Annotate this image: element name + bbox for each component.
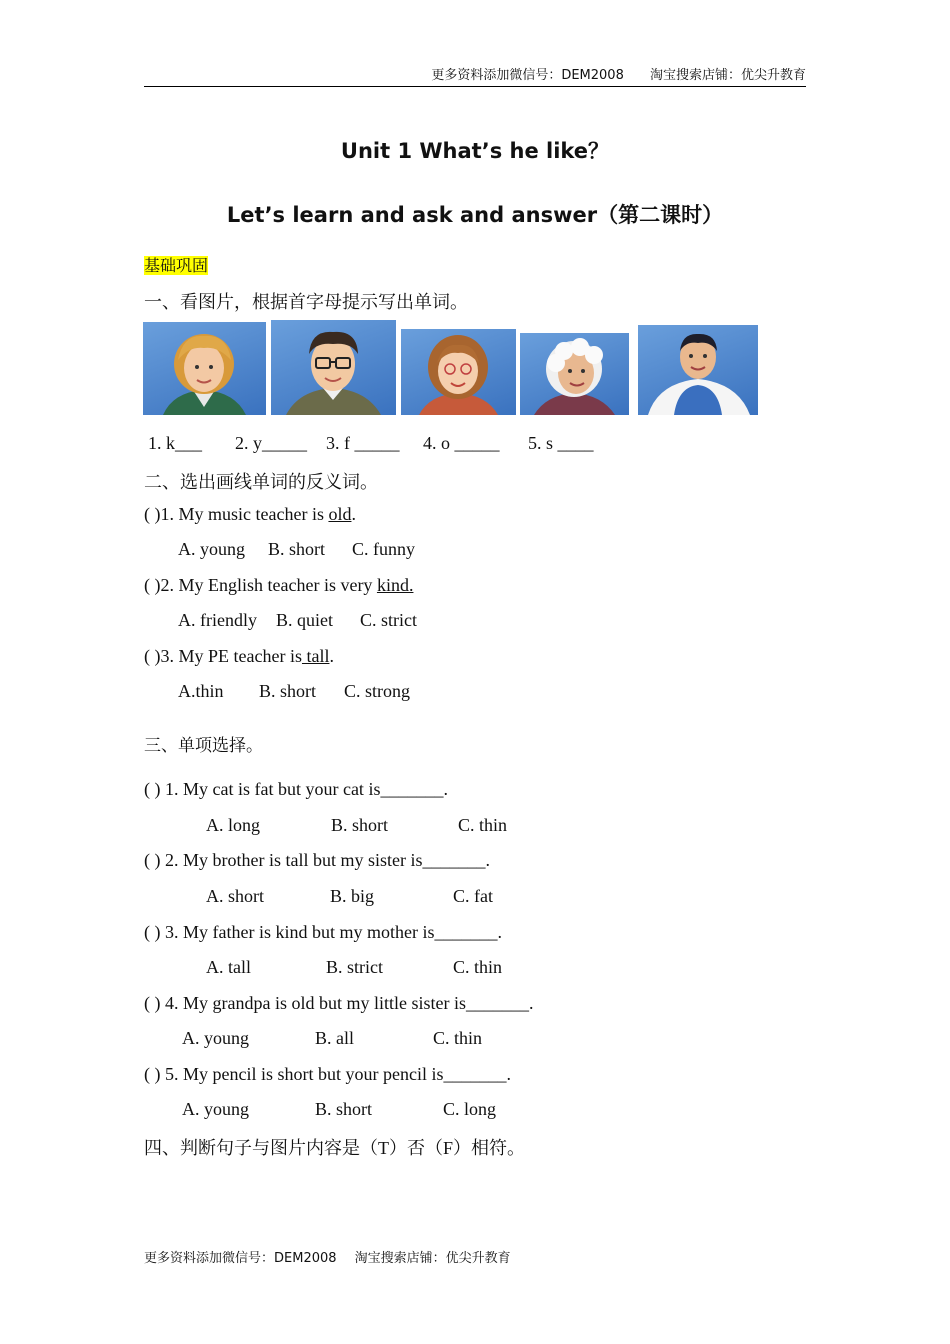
- part3-question-2: ( ) 2. My brother is tall but my sister is_______.: [144, 850, 490, 870]
- underlined-word: tall: [301, 646, 330, 666]
- question-suffix: .: [351, 504, 356, 524]
- option-c[interactable]: C. strong: [344, 681, 411, 701]
- part2-question-2: [144, 575, 413, 596]
- blank-4[interactable]: 4. o _____: [423, 433, 500, 453]
- portrait-young-man-glasses: [271, 320, 396, 415]
- option-a[interactable]: A. tall: [206, 957, 251, 977]
- page-header: [144, 64, 806, 87]
- option-c[interactable]: C. strict: [360, 610, 417, 630]
- question-text: ( )1. My music teacher is: [144, 504, 329, 524]
- option-c[interactable]: C. funny: [352, 539, 415, 559]
- lesson-title: Let’s learn and ask and answer（第二课时）: [226, 203, 724, 227]
- part3-question-4: ( ) 4. My grandpa is old but my little sister is_______.: [144, 993, 534, 1013]
- option-b[interactable]: B. short: [259, 681, 317, 701]
- option-a[interactable]: A. long: [206, 815, 260, 835]
- option-b[interactable]: B. short: [315, 1099, 373, 1119]
- question-text: ( )3. My PE teacher is: [144, 646, 302, 666]
- option-c[interactable]: C. long: [443, 1099, 497, 1119]
- portrait-strong-man: [638, 325, 758, 415]
- question-suffix: .: [329, 646, 334, 666]
- footer-shop: 淘宝搜索店铺：优尖升教育: [354, 1251, 511, 1266]
- unit-title: Unit 1 What’s he like？: [340, 139, 610, 163]
- part3-question-3: ( ) 3. My father is kind but my mother is_______.: [144, 922, 502, 942]
- question-text: ( )2. My English teacher is very: [144, 575, 377, 595]
- option-b[interactable]: B. big: [330, 886, 375, 906]
- option-b[interactable]: B. short: [331, 815, 389, 835]
- option-a[interactable]: A. friendly: [178, 610, 257, 630]
- portrait-funny-woman: [401, 329, 516, 415]
- part3-instruction: 三、单项选择。: [144, 736, 263, 756]
- underlined-word: old: [328, 504, 352, 524]
- underlined-word: kind.: [376, 575, 414, 595]
- footer-wechat: 更多资料添加微信号：DEM2008: [144, 1251, 337, 1266]
- option-a[interactable]: A. short: [206, 886, 264, 906]
- option-b[interactable]: B. short: [268, 539, 326, 559]
- blank-1[interactable]: 1. k___: [148, 433, 202, 453]
- option-c[interactable]: C. thin: [453, 957, 503, 977]
- option-b[interactable]: B. quiet: [276, 610, 333, 630]
- part2-instruction: 二、选出画线单词的反义词。: [144, 472, 378, 492]
- part1-instruction: 一、看图片，根据首字母提示写出单词。: [144, 292, 468, 312]
- part4-instruction: 四、判断句子与图片内容是（T）否（F）相符。: [144, 1138, 526, 1158]
- part3-question-1: ( ) 1. My cat is fat but your cat is_______.: [144, 779, 448, 799]
- portrait-kind-woman: [143, 322, 266, 415]
- option-a[interactable]: A. young: [182, 1028, 249, 1048]
- option-c[interactable]: C. fat: [453, 886, 493, 906]
- option-b[interactable]: B. strict: [326, 957, 383, 977]
- option-c[interactable]: C. thin: [433, 1028, 483, 1048]
- blank-2[interactable]: 2. y_____: [235, 433, 307, 453]
- section-label-text: 基础巩固: [144, 256, 209, 275]
- page-footer: [144, 1247, 525, 1266]
- portrait-old-woman: [520, 333, 629, 415]
- section-label: [144, 253, 208, 276]
- option-b[interactable]: B. all: [315, 1028, 354, 1048]
- blank-3[interactable]: 3. f _____: [326, 433, 400, 453]
- header-wechat: 更多资料添加微信号：DEM2008: [431, 68, 624, 83]
- part2-question-3: [144, 646, 334, 667]
- option-a[interactable]: A. young: [182, 1099, 249, 1119]
- option-c[interactable]: C. thin: [458, 815, 508, 835]
- part2-question-1: [144, 504, 356, 525]
- blank-5[interactable]: 5. s ____: [528, 433, 594, 453]
- part3-question-5: ( ) 5. My pencil is short but your pencil is_______.: [144, 1064, 511, 1084]
- option-a[interactable]: A. young: [178, 539, 245, 559]
- option-a[interactable]: A.thin: [178, 681, 224, 701]
- header-shop: 淘宝搜索店铺：优尖升教育: [649, 68, 806, 83]
